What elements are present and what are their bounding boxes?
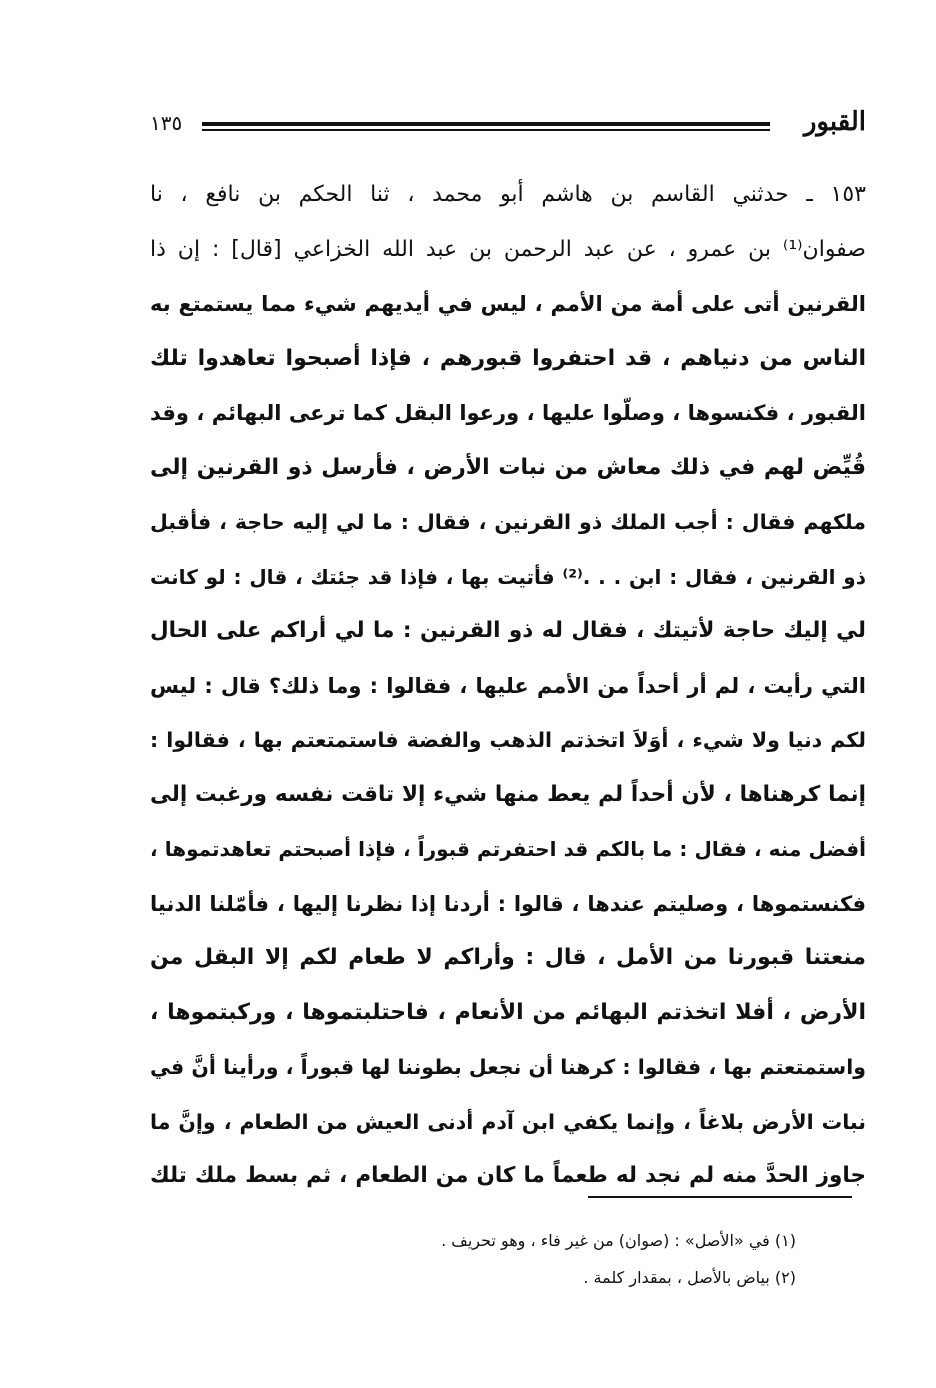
text-line: صفوان⁽¹⁾ بن عمرو ، عن عبد الرحمن بن عبد الله الخزاعي [قال] : إن ذا (150, 236, 866, 262)
text-line: الأرض ، أفلا اتخذتم البهائم من الأنعام ، فاحتلبتموها ، وركبتموها ، (150, 999, 866, 1025)
text-line: ملكهم فقال : أجب الملك ذو القرنين ، فقال : ما لي إليه حاجة ، فأقبل (150, 510, 866, 534)
text-line: الناس من دنياهم ، قد احتفروا قبورهم ، فإذا أصبحوا تعاهدوا تلك (150, 345, 866, 371)
main-text (150, 168, 866, 1204)
text-line: جاوز الحدَّ منه لم نجد له طعماً ما كان من الطعام ، ثم بسط ملك تلك (150, 1163, 866, 1188)
footnote-separator (588, 1196, 852, 1198)
page-number: ١٣٥ (150, 111, 183, 135)
footnotes (296, 1222, 796, 1296)
text-line: ذو القرنين ، فقال : ابن . . .⁽²⁾ فأتيت بها ، فإذا قد جئتك ، قال : لو كانت (150, 564, 866, 589)
page-header (150, 100, 866, 150)
text-line: إنما كرهناها ، لأن أحداً لم يعط منها شيء إلا تاقت نفسه ورغبت إلى (150, 781, 866, 807)
footnote-1: (١) في «الأصل» : (صوان) من غير فاء ، وهو تحريف . (441, 1231, 796, 1250)
text-line: فكنستموها ، وصليتم عندها ، قالوا : أردنا إذا نظرنا إليها ، فأمّلنا الدنيا (150, 891, 866, 916)
header-rule (202, 122, 770, 132)
header-rule-thin (202, 129, 770, 131)
text-line: واستمتعتم بها ، فقالوا : كرهنا أن نجعل بطوننا لها قبوراً ، ورأينا أنَّ في (150, 1055, 866, 1079)
text-line: ١٥٣ ـ حدثني القاسم بن هاشم أبو محمد ، ثنا الحكم بن نافع ، نا (150, 182, 866, 207)
text-line: القرنين أتى على أمة من الأمم ، ليس في أيديهم شيء مما يستمتع به (150, 292, 866, 316)
text-line: لكم دنيا ولا شيء ، أوَلاَ اتخذتم الذهب والفضة فاستمتعتم بها ، فقالوا : (150, 728, 866, 752)
header-rule-thick (202, 122, 770, 126)
text-line: لي إليك حاجة لأتيتك ، فقال له ذو القرنين : ما لي أراكم على الحال (150, 618, 866, 643)
text-line: التي رأيت ، لم أر أحداً من الأمم عليها ، فقالوا : وما ذلك؟ قال : ليس (150, 673, 866, 698)
text-line: نبات الأرض بلاغاً ، وإنما يكفي ابن آدم أدنى العيش من الطعام ، وإنَّ ما (150, 1109, 866, 1134)
running-title: القبور (803, 107, 866, 137)
footnote-2: (٢) بياض بالأصل ، بمقدار كلمة . (583, 1268, 796, 1287)
text-line: منعتنا قبورنا من الأمل ، قال : وأراكم لا طعام لكم إلا البقل من (150, 945, 866, 970)
text-line: القبور ، فكنسوها ، وصلّوا عليها ، ورعوا البقل كما ترعى البهائم ، وقد (150, 401, 866, 425)
text-line: أفضل منه ، فقال : ما بالكم قد احتفرتم قبوراً ، فإذا أصبحتم تعاهدتموها ، (150, 837, 866, 861)
text-line: قُيِّض لهم في ذلك معاش من نبات الأرض ، فأرسل ذو القرنين إلى (150, 454, 866, 480)
